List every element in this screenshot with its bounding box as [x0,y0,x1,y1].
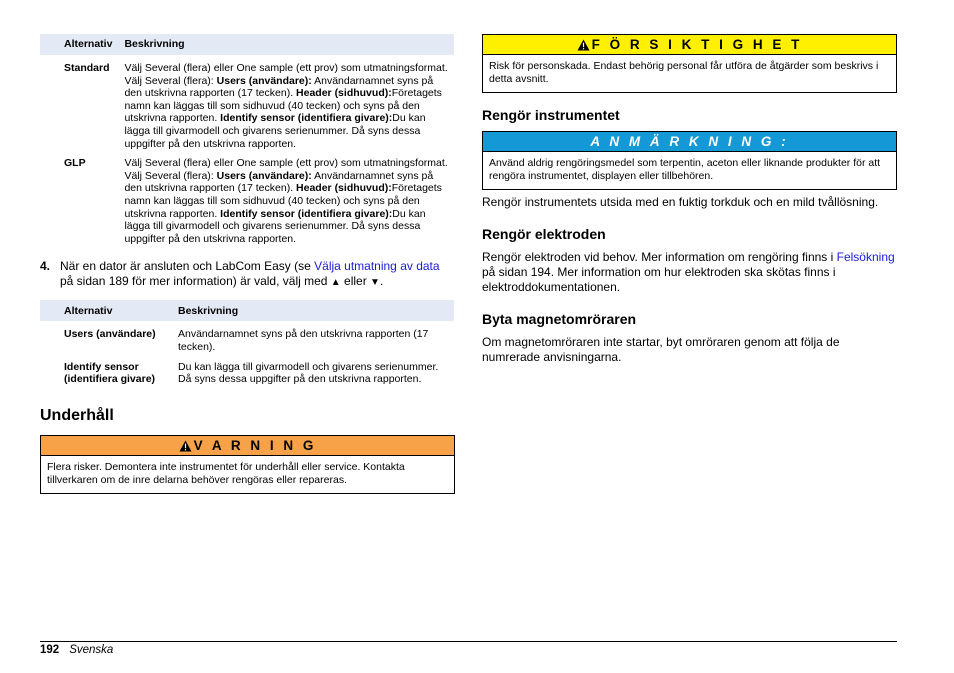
option-cell: GLP [64,157,86,170]
option-cell: Users (användare) [64,328,156,341]
clean-instrument-text: Rengör instrumentets utsida med en fuktig torkduk och en mild tvållösning. [482,195,879,209]
description-text: Du kan lägga till givarmodell och givarens serienummer. Då syns dessa uppgifter på den utskrivna rapporten. [124,207,426,245]
description-text: Användarnamnet syns på den utskrivna rapporten (17 tecken). [124,74,434,100]
clean-electrode-text [482,250,897,295]
table-row [40,321,454,353]
footer-divider [40,641,897,642]
column-header-option: Alternativ [40,300,172,321]
column-header-description: Beskrivning [172,300,454,321]
caution-title: F Ö R S I K T I G H E T [591,37,803,52]
warning-text: Flera risker. Demontera inte instrumentet för underhåll eller service. Kontakta tillverkaren om de inre delarna behöver rengöras eller repareras. [47,460,405,486]
link-troubleshooting[interactable]: Felsökning [836,250,895,264]
step-period: . [379,274,384,289]
column-header-description: Beskrivning [118,34,454,55]
caution-box [482,34,897,93]
replace-stirrer-text: Om magnetomröraren inte startar, byt omröraren genom att följa de numrerade anvisningarna. [482,335,840,364]
link-select-output[interactable]: Välja utmatning av data [314,259,440,274]
description-term: Users (användare): [216,169,312,182]
note-box [482,131,897,190]
warning-triangle-icon [577,37,590,56]
page-number: 192 [40,644,60,656]
labcom-options-table [40,300,454,390]
caution-text: Risk för personskada. Endast behörig personal får utföra de åtgärder som beskrivs i detta avsnitt. [489,60,879,85]
output-options-table [40,34,454,250]
table-header-row [40,300,454,321]
heading-maintenance: Underhåll [40,406,114,424]
heading-clean-electrode: Rengör elektroden [482,226,606,242]
heading-clean-instrument: Rengör instrumentet [482,107,620,123]
arrow-down-icon: ▼ [370,277,380,289]
warning-title: V A R N I N G [193,437,317,453]
option-cell: Identify sensor (identifiera givare) [64,360,156,386]
description-term: Identify sensor (identifiera givare): [220,207,393,220]
clean-electrode-text-before: Rengör elektroden vid behov. Mer information om rengöring finns i [482,250,837,264]
right-column [482,34,897,365]
table-header-row [40,34,454,55]
option-cell: Standard [64,62,110,74]
description-text: Du kan lägga till givarmodell och givarens serienummer. Då syns dessa uppgifter på den utskrivna rapporten. [124,112,426,150]
description-text: Företagets namn kan läggas till som sidhuvud (40 tecken) och syns på den utskrivna rapporten. [124,182,442,220]
table-row [40,150,454,250]
description-cell: Användarnamnet syns på den utskrivna rapporten (17 tecken). [178,328,429,353]
description-text: Välj Several (flera) eller One sample (ett prov) som utmatningsformat. Välj Several (flera): [124,62,448,87]
note-title: A N M Ä R K N I N G : [483,132,896,152]
description-text: Företagets namn kan läggas till som sidhuvud (40 tecken) och syns på den utskrivna rapporten. [124,87,442,125]
warning-triangle-icon [179,438,192,457]
left-column [40,34,455,494]
description-text: Användarnamnet syns på den utskrivna rapporten (17 tecken). [124,169,434,195]
step-text-before: När en dator är ansluten och LabCom Easy (se [60,259,315,274]
warning-header [41,436,454,456]
heading-replace-stirrer: Byta magnetomröraren [482,311,637,327]
clean-electrode-text-after: på sidan 194. Mer information om hur elektroden ska skötas finns i elektroddokumentationen. [482,265,836,294]
arrow-up-icon: ▲ [330,277,341,289]
note-text: Använd aldrig rengöringsmedel som terpentin, aceton eller liknande produkter för att rengöra instrumentet, displayen eller tillbehören. [489,157,881,182]
description-cell [118,150,454,250]
column-header-option: Alternativ [40,34,118,55]
description-cell [118,55,454,150]
table-row [40,55,454,150]
step-text-middle: på sidan 189 för mer information) är vald, välj med [60,274,331,289]
description-term: Header (sidhuvud): [296,87,392,100]
page-footer [40,643,113,657]
warning-box [40,435,455,494]
caution-header [483,35,896,55]
table-row [40,354,454,391]
step-or-text: eller [340,274,371,289]
step-4 [40,259,455,290]
description-cell: Du kan lägga till givarmodell och givarens serienummer. Då syns dessa uppgifter på den utskrivna rapporten. [178,360,439,386]
description-term: Users (användare): [216,74,312,87]
description-term: Identify sensor (identifiera givare): [220,112,393,125]
description-text: Välj Several (flera) eller One sample (ett prov) som utmatningsformat. Välj Several (flera): [124,157,448,182]
footer-language: Svenska [69,644,114,656]
step-number: 4. [40,259,51,274]
description-term: Header (sidhuvud): [296,182,392,195]
